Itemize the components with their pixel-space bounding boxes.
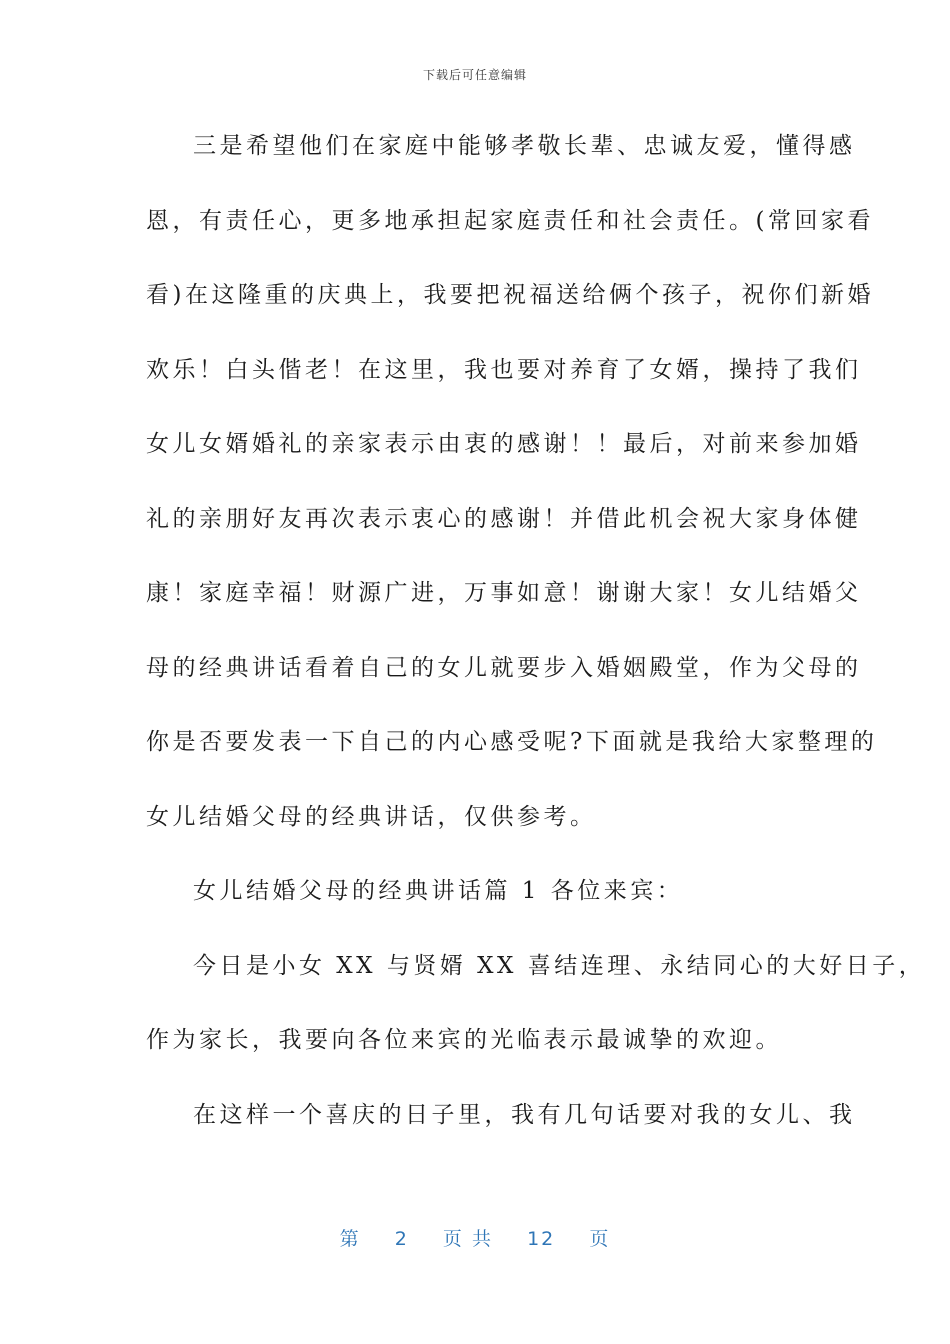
paragraph-line: 你是否要发表一下自己的内心感受呢?下面就是我给大家整理的: [146, 729, 878, 755]
paragraph-line: 礼的亲朋好友再次表示衷心的感谢！并借此机会祝大家身体健: [146, 505, 862, 532]
paragraph-line: 女儿结婚父母的经典讲话，仅供参考。: [146, 803, 597, 830]
paragraph-line: 今日是小女 XX 与贤婿 XX 喜结连理、永结同心的大好日子，: [193, 952, 926, 979]
footer-suffix: 页: [589, 1228, 611, 1250]
page-header: 下载后可任意编辑: [422, 68, 527, 82]
paragraph-line: 在这样一个喜庆的日子里，我有几句话要对我的女儿、我: [193, 1101, 856, 1128]
footer-middle: 页 共: [442, 1228, 493, 1250]
document-body: [146, 118, 926, 1161]
paragraph-line: 恩，有责任心，更多地承担起家庭责任和社会责任。(常回家看: [146, 207, 874, 234]
paragraph-line: 三是希望他们在家庭中能够孝敬长辈、忠诚友爱，懂得感: [193, 133, 856, 159]
page-footer: [0, 1224, 950, 1251]
section-heading-line: 女儿结婚父母的经典讲话篇 1 各位来宾：: [193, 878, 684, 904]
paragraph-line: 作为家长，我要向各位来宾的光临表示最诚挚的欢迎。: [146, 1027, 782, 1053]
paragraph-line: 欢乐！白头偕老！在这里，我也要对养育了女婿，操持了我们: [146, 356, 862, 383]
paragraph-line: 女儿女婿婚礼的亲家表示由衷的感谢！！最后，对前来参加婚: [146, 431, 862, 457]
current-page-number: 2: [394, 1228, 409, 1250]
paragraph-line: 康！家庭幸福！财源广进，万事如意！谢谢大家！女儿结婚父: [146, 580, 862, 606]
footer-prefix: 第: [339, 1228, 361, 1250]
total-pages-number: 12: [527, 1228, 556, 1250]
paragraph-line: 母的经典讲话看着自己的女儿就要步入婚姻殿堂，作为父母的: [146, 654, 862, 681]
paragraph-line: 看)在这隆重的庆典上，我要把祝福送给俩个孩子，祝你们新婚: [146, 282, 874, 308]
